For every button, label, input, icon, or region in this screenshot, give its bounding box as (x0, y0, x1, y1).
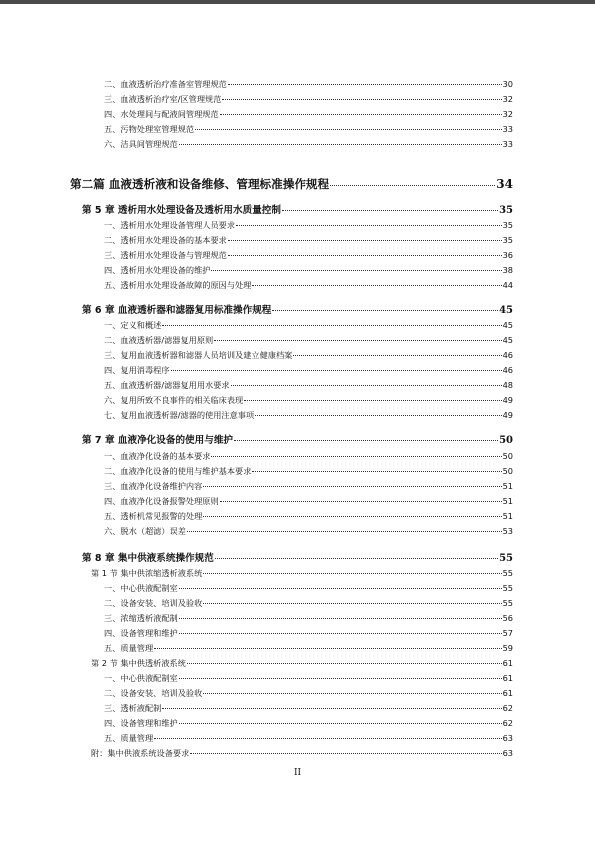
toc-entry-page: 55 (499, 553, 513, 564)
toc-dot-leader (203, 516, 501, 517)
toc-entry-title: 三、浓缩透析液配制 (104, 613, 178, 623)
toc-entry-page: 50 (499, 435, 513, 446)
toc-entry-page: 57 (502, 628, 513, 638)
toc-entry-title: 五、透析用水处理设备故障的原因与处理 (104, 280, 252, 290)
toc-part-entry[interactable] (70, 178, 513, 191)
toc-entry-title: 第 7 章 血液净化设备的使用与维护 (82, 435, 234, 446)
toc-entry-title: 一、血液净化设备的基本要求 (104, 451, 211, 461)
toc-entry-page: 49 (502, 410, 513, 420)
toc-entry-title: 一、透析用水处理设备管理人员要求 (104, 220, 236, 230)
toc-dot-leader (214, 340, 501, 341)
toc-entry-title: 三、血液透析治疗室/区管理规范 (104, 94, 222, 104)
toc-entry-title: 第 1 节 集中供浓缩透析液系统 (91, 568, 203, 578)
toc-dot-leader (195, 129, 502, 130)
page-top-border (0, 0, 595, 4)
toc-dot-leader (154, 738, 501, 739)
toc-entry-title: 七、复用血液透析器/滤器的使用注意事项 (104, 410, 255, 420)
toc-dot-leader (255, 415, 501, 416)
toc-entry-page: 61 (502, 658, 513, 668)
toc-entry-title: 第二篇 血液透析液和设备维修、管理标准操作规程 (70, 177, 330, 191)
toc-dot-leader (228, 255, 502, 256)
toc-entry-page: 61 (502, 688, 513, 698)
toc-entry-page: 35 (499, 205, 513, 216)
toc-dot-leader (203, 603, 501, 604)
toc-section-entry[interactable] (104, 251, 513, 259)
toc-section-entry[interactable] (104, 584, 513, 592)
toc-entry-page: 30 (502, 79, 513, 89)
toc-dot-leader (162, 325, 501, 326)
toc-entry-page: 46 (502, 350, 513, 360)
toc-section-entry[interactable] (104, 366, 513, 374)
toc-entry-page: 61 (502, 673, 513, 683)
toc-entry-page: 51 (502, 511, 513, 521)
toc-entry-page: 63 (502, 748, 513, 758)
toc-dot-leader (220, 501, 502, 502)
toc-dot-leader (211, 270, 501, 271)
toc-entry-title: 五、污物处理室管理规范 (104, 124, 195, 134)
toc-dot-leader (234, 440, 498, 441)
toc-entry-page: 32 (502, 94, 513, 104)
toc-entry-title: 六、复用所致不良事件的相关临床表现 (104, 395, 244, 405)
toc-section-entry[interactable] (104, 411, 513, 419)
toc-chapter-entry[interactable] (82, 436, 513, 446)
toc-section-entry[interactable] (104, 467, 513, 475)
toc-section-entry[interactable] (104, 482, 513, 490)
toc-chapter-entry[interactable] (82, 306, 513, 316)
toc-chapter-entry[interactable] (82, 206, 513, 216)
toc-section-entry[interactable] (104, 351, 513, 359)
toc-dot-leader (282, 210, 498, 211)
toc-section-entry[interactable] (104, 512, 513, 520)
toc-entry-page: 45 (502, 335, 513, 345)
toc-section-group-entry[interactable] (91, 659, 513, 667)
toc-dot-leader (330, 185, 495, 186)
toc-entry-title: 第 6 章 血液透析器和滤器复用标准操作规程 (82, 305, 272, 316)
toc-dot-leader (215, 558, 498, 559)
toc-entry-page: 35 (502, 235, 513, 245)
toc-entry-page: 50 (502, 466, 513, 476)
toc-dot-leader (203, 573, 501, 574)
toc-entry-page: 62 (502, 718, 513, 728)
toc-entry-page: 33 (502, 139, 513, 149)
toc-entry-page: 53 (502, 526, 513, 536)
toc-entry-page: 63 (502, 733, 513, 743)
toc-entry-page: 38 (502, 265, 513, 275)
toc-entry-title: 一、中心供液配制室 (104, 673, 178, 683)
toc-entry-title: 三、透析用水处理设备与管理规范 (104, 250, 227, 260)
toc-entry-title: 一、定义和概述 (104, 320, 162, 330)
toc-entry-title: 二、设备安装、培训及验收 (104, 688, 203, 698)
toc-section-entry[interactable] (104, 140, 513, 148)
toc-dot-leader (252, 471, 501, 472)
toc-section-entry[interactable] (104, 734, 513, 742)
toc-entry-title: 三、血液净化设备维护内容 (104, 481, 203, 491)
toc-entry-title: 二、血液透析器/滤器复用原则 (104, 335, 214, 345)
toc-entry-page: 34 (496, 177, 513, 191)
toc-entry-page: 49 (502, 395, 513, 405)
toc-section-entry[interactable] (104, 221, 513, 229)
toc-dot-leader (171, 370, 502, 371)
toc-entry-page: 45 (499, 305, 513, 316)
toc-section-entry[interactable] (104, 321, 513, 329)
toc-entry-title: 四、水处理间与配液间管理规范 (104, 109, 219, 119)
toc-entry-title: 附：集中供液系统设备要求 (91, 748, 190, 758)
toc-section-entry[interactable] (104, 80, 513, 88)
toc-dot-leader (211, 456, 501, 457)
toc-section-entry[interactable] (104, 266, 513, 274)
toc-section-entry[interactable] (104, 336, 513, 344)
toc-dot-leader (244, 400, 501, 401)
toc-entry-title: 六、洁具间管理规范 (104, 139, 178, 149)
toc-dot-leader (231, 385, 502, 386)
toc-entry-title: 二、血液透析治疗准备室管理规范 (104, 79, 227, 89)
toc-entry-page: 55 (502, 568, 513, 578)
toc-entry-page: 45 (502, 320, 513, 330)
toc-dot-leader (179, 588, 502, 589)
toc-section-entry[interactable] (104, 281, 513, 289)
toc-entry-title: 六、脱水（超滤）误差 (104, 526, 186, 536)
toc-section-entry[interactable] (104, 689, 513, 697)
toc-dot-leader (154, 648, 501, 649)
toc-entry-page: 62 (502, 703, 513, 713)
toc-dot-leader (190, 753, 501, 754)
toc-entry-title: 四、透析用水处理设备的维护 (104, 265, 211, 275)
toc-entry-title: 五、透析机常见报警的处理 (104, 511, 203, 521)
toc-section-entry[interactable] (104, 704, 513, 712)
toc-entry-title: 四、设备管理和维护 (104, 628, 178, 638)
toc-section-entry[interactable] (104, 527, 513, 535)
toc-entry-title: 五、质量管理 (104, 733, 154, 743)
toc-entry-title: 三、复用血液透析器和滤器人员培训及建立健康档案 (104, 350, 293, 360)
toc-entry-title: 四、设备管理和维护 (104, 718, 178, 728)
toc-entry-page: 36 (502, 250, 513, 260)
toc-entry-page: 50 (502, 451, 513, 461)
toc-dot-leader (293, 355, 501, 356)
toc-section-group-entry[interactable] (91, 569, 513, 577)
toc-dot-leader (179, 678, 502, 679)
toc-dot-leader (162, 708, 501, 709)
toc-chapter-entry[interactable] (82, 554, 513, 564)
toc-entry-title: 二、透析用水处理设备的基本要求 (104, 235, 227, 245)
toc-dot-leader (228, 240, 502, 241)
toc-appendix-entry[interactable] (91, 749, 513, 757)
toc-entry-title: 一、中心供液配制室 (104, 583, 178, 593)
toc-section-entry[interactable] (104, 497, 513, 505)
toc-entry-title: 四、血液净化设备报警处理原则 (104, 496, 219, 506)
toc-dot-leader (179, 633, 502, 634)
toc-section-entry[interactable] (104, 614, 513, 622)
toc-entry-page: 59 (502, 643, 513, 653)
toc-entry-title: 五、质量管理 (104, 643, 154, 653)
toc-entry-page: 55 (502, 598, 513, 608)
toc-entry-page: 33 (502, 124, 513, 134)
toc-entry-page: 48 (502, 380, 513, 390)
toc-section-entry[interactable] (104, 674, 513, 682)
toc-section-entry[interactable] (104, 125, 513, 133)
toc-section-entry[interactable] (104, 396, 513, 404)
toc-section-entry[interactable] (104, 110, 513, 118)
toc-dot-leader (272, 310, 498, 311)
toc-entry-title: 第 5 章 透析用水处理设备及透析用水质量控制 (82, 205, 281, 216)
toc-dot-leader (187, 663, 502, 664)
toc-section-entry[interactable] (104, 629, 513, 637)
toc-dot-leader (187, 531, 502, 532)
toc-dot-leader (222, 99, 501, 100)
toc-dot-leader (203, 693, 501, 694)
toc-section-entry[interactable] (104, 452, 513, 460)
toc-entry-page: 56 (502, 613, 513, 623)
toc-dot-leader (228, 84, 502, 85)
toc-dot-leader (203, 486, 501, 487)
toc-entry-page: 51 (502, 481, 513, 491)
toc-entry-title: 三、透析液配制 (104, 703, 162, 713)
toc-dot-leader (252, 285, 501, 286)
toc-dot-leader (179, 144, 502, 145)
toc-entry-title: 二、设备安装、培训及验收 (104, 598, 203, 608)
toc-entry-title: 第 2 节 集中供透析液系统 (91, 658, 186, 668)
toc-entry-page: 35 (502, 220, 513, 230)
toc-section-entry[interactable] (104, 236, 513, 244)
toc-section-entry[interactable] (104, 644, 513, 652)
toc-section-entry[interactable] (104, 381, 513, 389)
toc-entry-page: 44 (502, 280, 513, 290)
toc-entry-page: 46 (502, 365, 513, 375)
toc-entry-page: 55 (502, 583, 513, 593)
toc-section-entry[interactable] (104, 599, 513, 607)
toc-entry-page: 32 (502, 109, 513, 119)
toc-section-entry[interactable] (104, 719, 513, 727)
toc-dot-leader (179, 618, 502, 619)
toc-dot-leader (236, 225, 502, 226)
toc-entry-page: 51 (502, 496, 513, 506)
toc-section-entry[interactable] (104, 95, 513, 103)
toc-dot-leader (220, 114, 502, 115)
page-number: II (293, 768, 302, 778)
toc-dot-leader (179, 723, 502, 724)
toc-entry-title: 四、复用消毒程序 (104, 365, 170, 375)
toc-entry-title: 二、血液净化设备的使用与维护基本要求 (104, 466, 252, 476)
toc-entry-title: 第 8 章 集中供液系统操作规范 (82, 553, 214, 564)
toc-entry-title: 五、血液透析器/滤器复用用水要求 (104, 380, 230, 390)
